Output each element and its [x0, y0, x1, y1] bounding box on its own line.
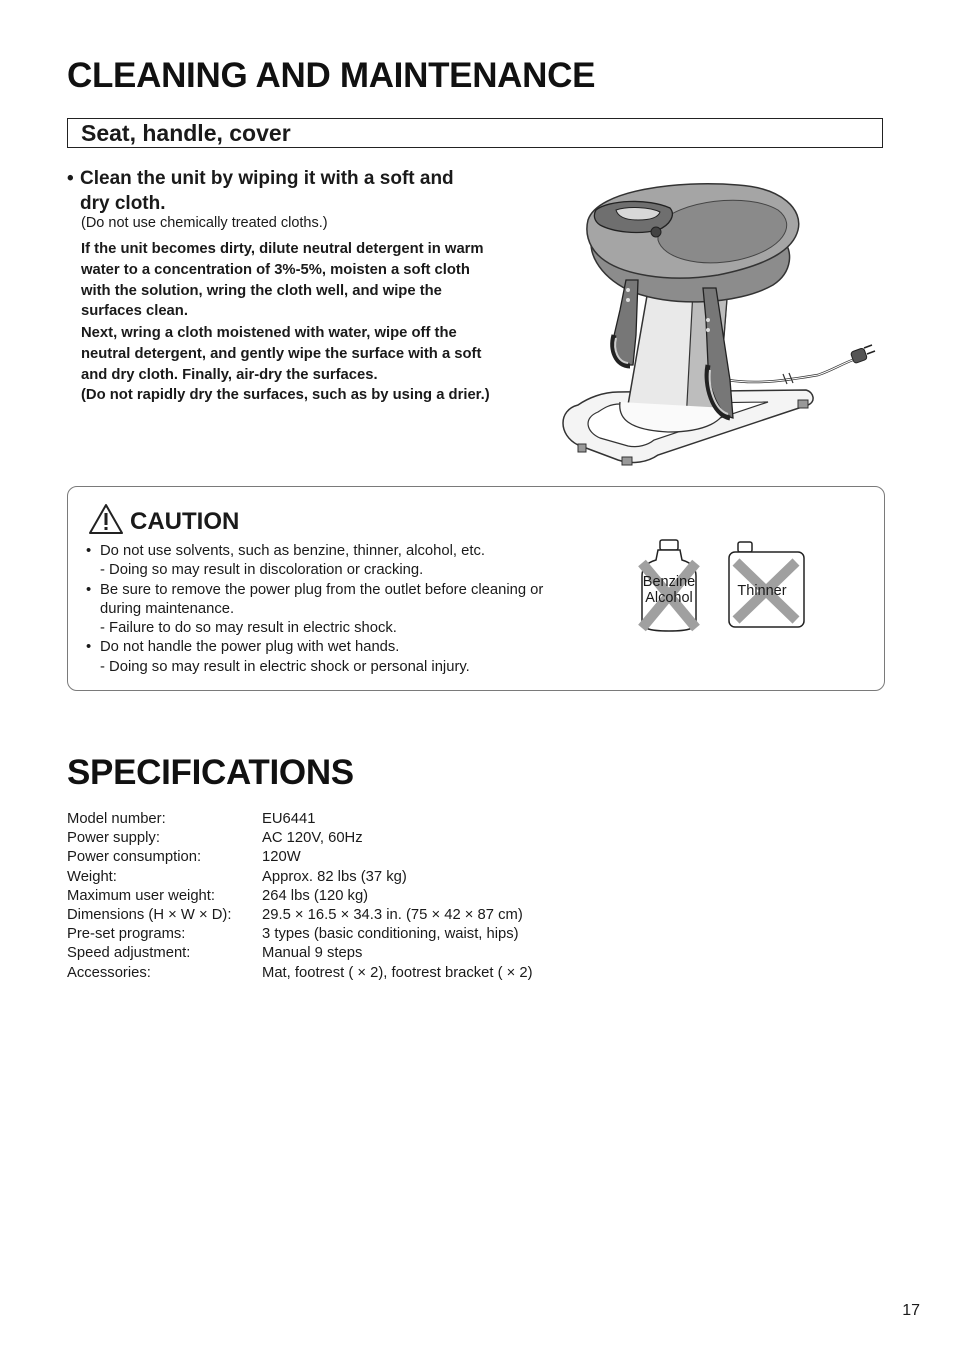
spec-label: Model number: — [67, 811, 166, 827]
spec-label: Power supply: — [67, 830, 160, 847]
spec-row — [67, 887, 533, 906]
spec-label: Speed adjustment: — [67, 945, 191, 962]
spec-label: Maximum user weight: — [67, 887, 216, 904]
instruction-line-2: dry cloth. — [80, 193, 166, 214]
spec-value: 3 types (basic conditioning, waist, hips) — [262, 926, 519, 943]
warning-triangle-icon — [88, 503, 124, 535]
spec-row — [67, 810, 533, 829]
specifications-heading: SPECIFICATIONS — [67, 753, 354, 792]
spec-value: AC 120V, 60Hz — [262, 830, 363, 847]
cleaning-instruction — [67, 166, 527, 216]
spec-value: 29.5 × 16.5 × 34.3 in. (75 × 42 × 87 cm) — [262, 907, 523, 924]
caution-text: Do not handle the power plug with wet hands. — [100, 639, 400, 656]
caution-title: CAUTION — [130, 508, 240, 535]
bullet: • — [67, 168, 74, 189]
caution-item: • Do not use solvents, such as benzine, thinner, alcohol, etc. — [86, 543, 485, 559]
benzine-label: Benzine — [642, 574, 696, 590]
specifications-table — [67, 810, 533, 983]
para-line: (Do not rapidly dry the surfaces, such as by using a drier.) — [81, 387, 490, 404]
spec-row — [67, 906, 533, 925]
para-line: neutral detergent, and gently wipe the surface with a soft — [81, 345, 482, 362]
spec-value: 120W — [262, 849, 301, 866]
paragraph-dirty — [81, 239, 531, 322]
spec-row — [67, 829, 533, 848]
para-line: If the unit becomes dirty, dilute neutral detergent in warm — [81, 241, 484, 257]
para-line: with the solution, wring the cloth well, and wipe the — [81, 282, 442, 299]
cloth-note: (Do not use chemically treated cloths.) — [81, 215, 328, 231]
caution-sub: - Failure to do so may result in electric shock. — [100, 620, 397, 637]
spec-value: Approx. 82 lbs (37 kg) — [262, 868, 407, 885]
spec-value: 264 lbs (120 kg) — [262, 887, 369, 904]
alcohol-label: Alcohol — [645, 590, 693, 606]
para-line: Next, wring a cloth moistened with water, wipe off the — [81, 325, 457, 341]
spec-row — [67, 848, 533, 867]
para-line: surfaces clean. — [81, 303, 188, 320]
subheading-box — [67, 118, 883, 148]
cleaning-heading: CLEANING AND MAINTENANCE — [67, 56, 596, 95]
spec-row — [67, 944, 533, 963]
para-line: water to a concentration of 3%-5%, moisten a soft cloth — [81, 261, 470, 278]
spec-row — [67, 925, 533, 944]
spec-label: Power consumption: — [67, 849, 202, 866]
spec-value: Mat, footrest ( × 2), footrest bracket ( × 2) — [262, 964, 533, 981]
spec-label: Pre-set programs: — [67, 926, 186, 943]
product-illustration — [558, 180, 888, 472]
bottle-label-benzine — [630, 574, 708, 606]
caution-text: Do not use solvents, such as benzine, thinner, alcohol, etc. — [100, 543, 485, 559]
spec-label: Accessories: — [67, 964, 151, 981]
instruction-line-1: Clean the unit by wiping it with a soft and — [80, 168, 454, 189]
caution-list — [86, 542, 543, 677]
caution-sub: - Doing so may result in discoloration or cracking. — [100, 562, 424, 579]
caution-text: Be sure to remove the power plug from the outlet before cleaning or — [100, 581, 544, 598]
subheading: Seat, handle, cover — [81, 120, 291, 146]
caution-item: • Do not handle the power plug with wet hands. — [86, 639, 400, 656]
spec-label: Weight: — [67, 868, 117, 885]
spec-value: EU6441 — [262, 811, 316, 827]
spec-label: Dimensions (H × W × D): — [67, 907, 232, 924]
caution-cont: during maintenance. — [100, 600, 235, 617]
para-line: and dry cloth. Finally, air-dry the surfaces. — [81, 366, 378, 383]
spec-value: Manual 9 steps — [262, 945, 363, 962]
caution-item: • Be sure to remove the power plug from the outlet before cleaning or — [86, 581, 544, 598]
page-number: 17 — [902, 1302, 920, 1319]
spec-row — [67, 868, 533, 887]
thinner-label: Thinner — [737, 583, 787, 599]
paragraph-rinse — [81, 323, 531, 406]
spec-row — [67, 964, 533, 983]
caution-sub: - Doing so may result in electric shock or personal injury. — [100, 658, 470, 675]
